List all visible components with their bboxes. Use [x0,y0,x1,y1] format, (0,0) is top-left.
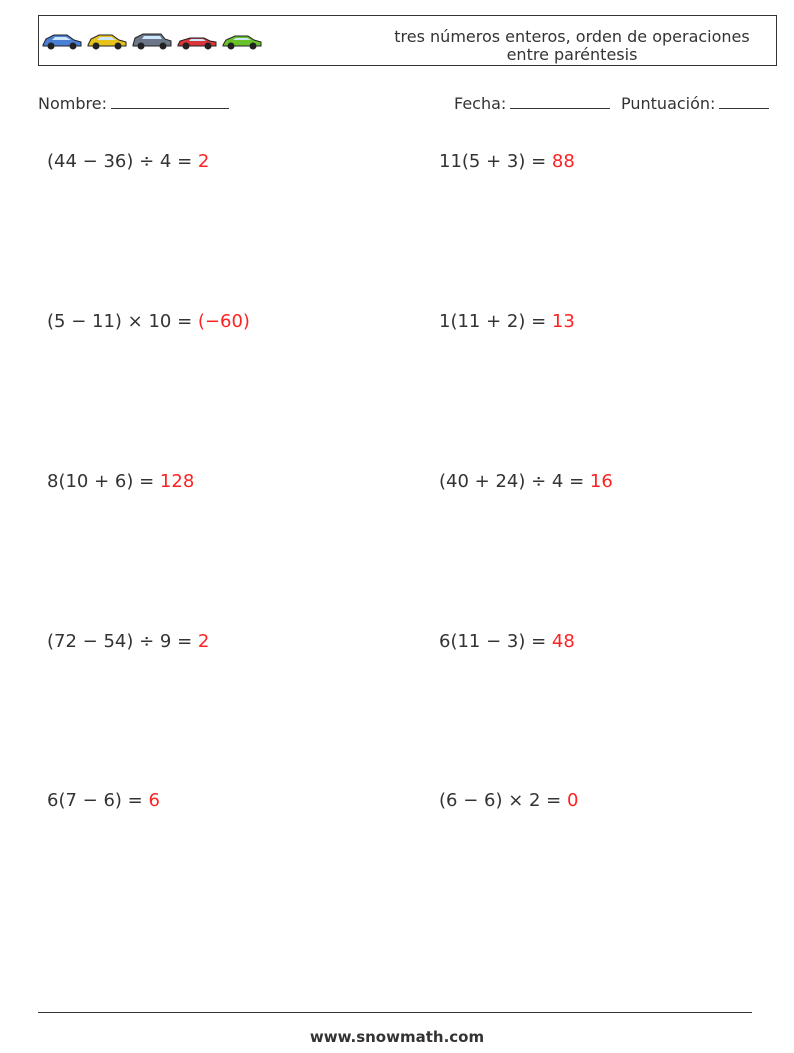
problem-10 [439,790,578,811]
problem-7 [47,631,209,652]
problem-answer: 0 [567,790,579,811]
problem-8 [439,631,575,652]
problem-answer: 2 [197,151,210,172]
problem-5 [47,471,194,492]
car-icon [131,30,173,52]
car-icons [41,30,263,52]
footer-url[interactable]: www.snowmath.com [309,1028,485,1046]
problem-answer: 16 [589,471,613,492]
problem-expression: (44 − 36) ÷ 4 = [47,151,193,172]
problem-9 [47,790,160,811]
footer-divider [38,1012,752,1013]
problem-answer: 88 [551,151,575,172]
header-box [38,15,777,66]
problem-expression: 11(5 + 3) = [439,151,547,172]
problem-expression: 6(11 − 3) = [439,631,547,652]
title-line-2: entre paréntesis [506,45,638,64]
date-label: Fecha: [454,94,507,113]
date-blank[interactable] [510,94,610,109]
worksheet-title [382,28,762,64]
problem-answer: 13 [551,311,575,332]
problem-answer: 6 [148,790,160,811]
problem-expression: (40 + 24) ÷ 4 = [439,471,585,492]
problem-expression: 6(7 − 6) = [47,790,143,811]
problem-expression: (6 − 6) × 2 = [439,790,562,811]
score-blank[interactable] [719,94,769,109]
problem-2 [439,151,575,172]
score-label: Puntuación: [621,94,716,113]
problem-answer: 2 [197,631,210,652]
name-field [38,94,229,113]
problem-expression: (72 − 54) ÷ 9 = [47,631,193,652]
title-line-1: tres números enteros, orden de operaciones [394,27,750,46]
name-label: Nombre: [38,94,107,113]
car-icon [176,30,218,52]
problem-answer: 48 [551,631,575,652]
problem-4 [439,311,575,332]
problem-answer: (−60) [197,311,250,332]
problem-expression: 8(10 + 6) = [47,471,155,492]
problem-expression: (5 − 11) × 10 = [47,311,193,332]
problem-6 [439,471,613,492]
name-blank[interactable] [111,94,229,109]
date-field [454,94,610,113]
car-icon [86,30,128,52]
problem-expression: 1(11 + 2) = [439,311,547,332]
score-field [621,94,769,113]
problem-1 [47,151,209,172]
car-icon [221,30,263,52]
car-icon [41,30,83,52]
problem-answer: 128 [159,471,195,492]
problem-3 [47,311,250,332]
